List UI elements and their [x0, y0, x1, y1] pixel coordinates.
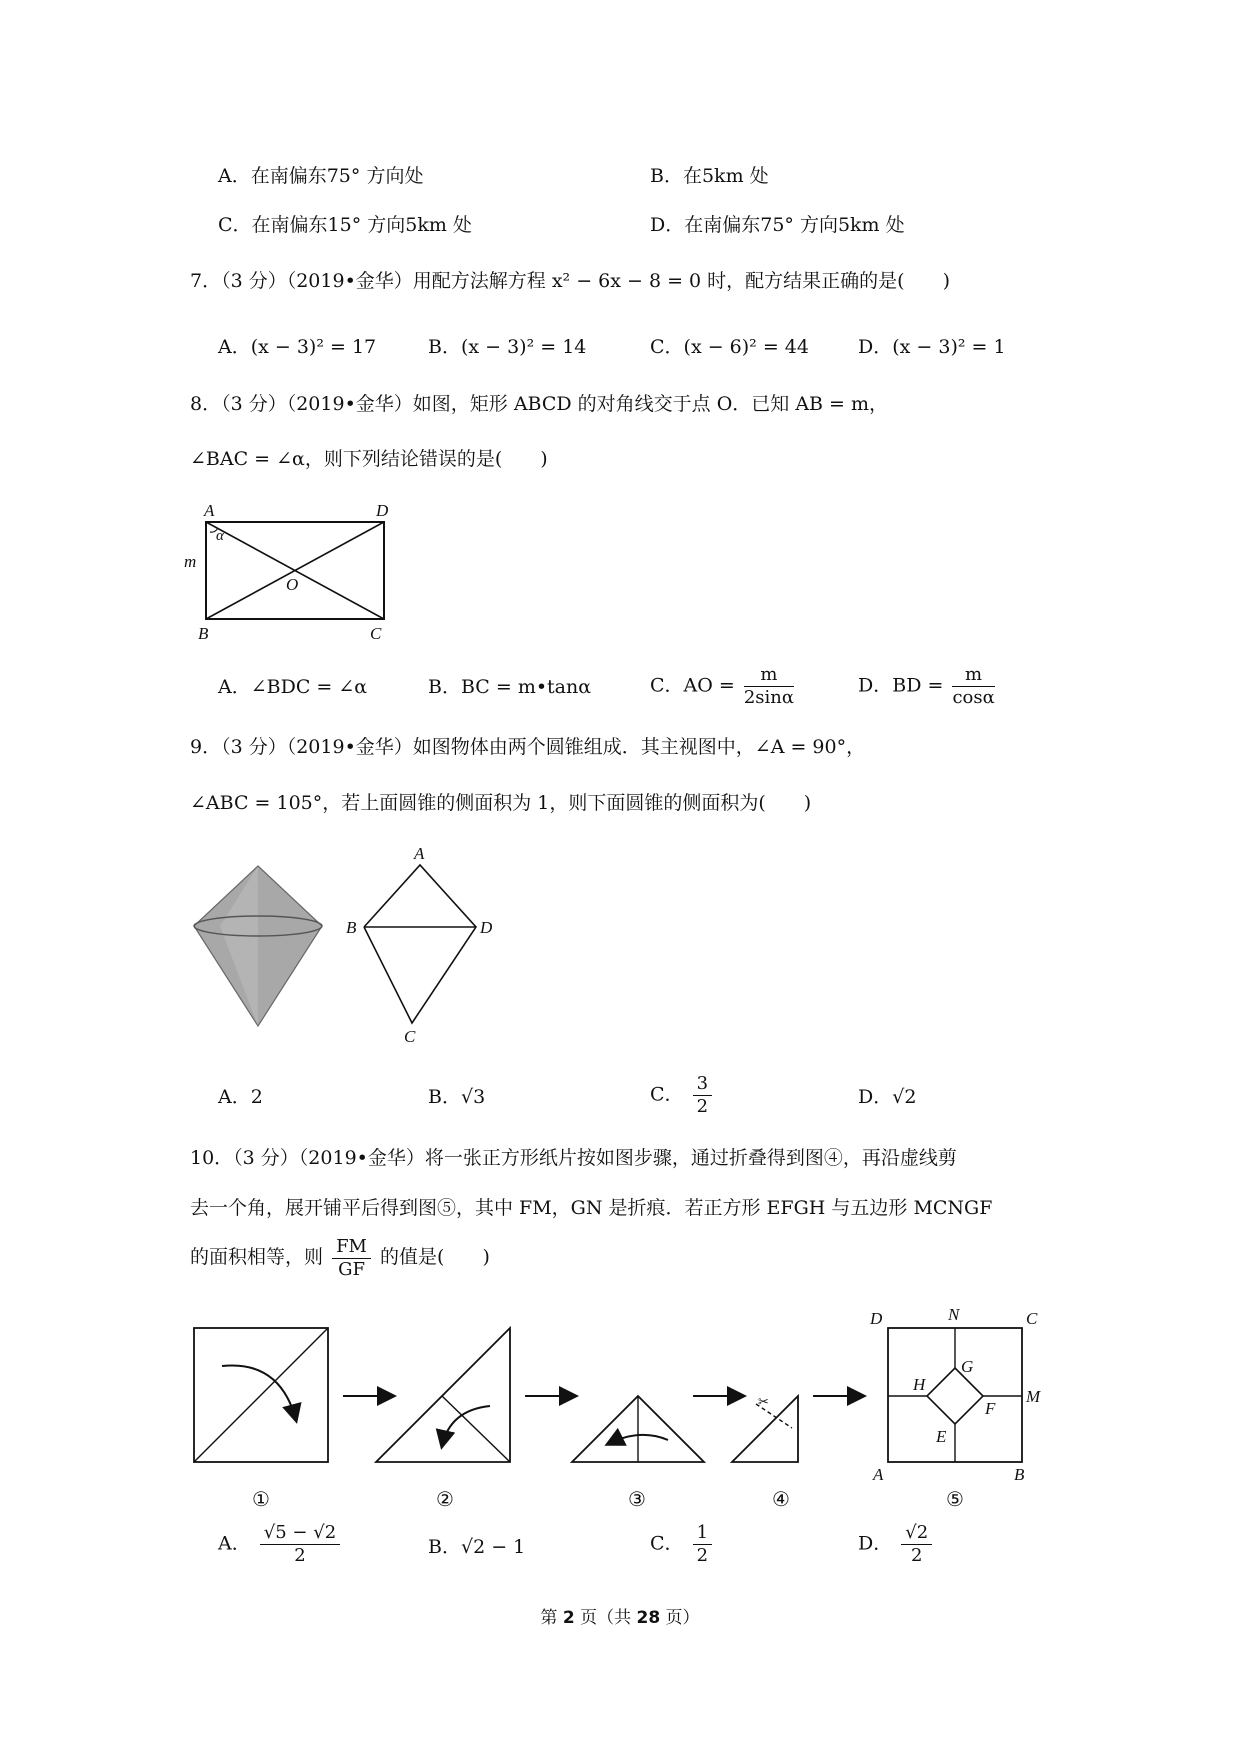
- q9-label-b: B: [346, 918, 357, 937]
- q9-front-view-figure: [340, 845, 510, 1045]
- q8-label-b: B: [198, 624, 209, 643]
- q10-option-c-denominator: 2: [696, 1545, 709, 1566]
- q8-label-m: m: [184, 552, 197, 571]
- q8-option-c-fraction: [744, 664, 794, 709]
- q10-step3-triangle: [572, 1396, 704, 1462]
- q9-option-a: A．2: [218, 1086, 263, 1108]
- q10-option-c-prefix: C．: [650, 1532, 684, 1555]
- q10-option-d-denominator: 2: [911, 1545, 923, 1566]
- q8-option-b: B．BC = m•tanα: [428, 676, 592, 698]
- q9-label-c: C: [404, 1027, 416, 1046]
- q8-option-c-numerator: m: [744, 664, 794, 687]
- q7-option-c: C．(x − 6)² = 44: [650, 336, 809, 358]
- q7-stem: 7．（3 分）（2019•金华）用配方法解方程 x² − 6x − 8 = 0 时，配方结果正确的是( ): [190, 270, 950, 292]
- q10-label-n: N: [948, 1305, 960, 1324]
- q9-stem-line2: ∠ABC = 105°，若上面圆锥的侧面积为 1，则下面圆锥的侧面积为( ): [190, 792, 812, 814]
- q8-label-alpha: α: [216, 528, 224, 544]
- q8-option-c-prefix: C．AO =: [650, 674, 735, 697]
- q10-stem-fraction: [332, 1236, 371, 1281]
- q10-option-a: [218, 1522, 343, 1567]
- q9-double-cone-image: [190, 862, 330, 1032]
- q10-stem-line3-suffix: 的值是( ): [380, 1246, 490, 1268]
- page-footer: [0, 1603, 1240, 1628]
- q10-step1-square: [194, 1328, 328, 1462]
- q8-label-c: C: [370, 624, 382, 643]
- q10-label-h: H: [913, 1375, 926, 1394]
- q8-option-c: [650, 664, 797, 709]
- q10-option-d: [858, 1522, 935, 1567]
- q7-option-b: B．(x − 3)² = 14: [428, 336, 587, 358]
- footer-prefix: 第: [540, 1608, 563, 1628]
- q10-label-b: B: [1014, 1465, 1025, 1484]
- q10-option-d-fraction: [901, 1522, 932, 1567]
- q9-stem-line1: 9．（3 分）（2019•金华）如图物体由两个圆锥组成．其主视图中，∠A = 90°，: [190, 736, 866, 758]
- q9-option-c-prefix: C．: [650, 1083, 684, 1106]
- q10-option-b: B．√2 − 1: [428, 1536, 526, 1558]
- q8-stem-line1: 8．（3 分）（2019•金华）如图，矩形 ABCD 的对角线交于点 O．已知 AB = m，: [190, 393, 889, 415]
- q10-stem-denominator: GF: [338, 1258, 365, 1280]
- q9-label-a: A: [414, 844, 425, 863]
- q10-label-c: C: [1026, 1309, 1038, 1328]
- q10-fig-label-4: ④: [772, 1489, 790, 1511]
- footer-suffix: 页）: [660, 1608, 700, 1628]
- q6-option-a: A．在南偏东75° 方向处: [218, 165, 424, 187]
- q6-option-d: D．在南偏东75° 方向5km 处: [650, 214, 905, 236]
- q10-fig-label-5: ⑤: [946, 1489, 964, 1511]
- q8-label-o: O: [286, 575, 299, 594]
- q8-rectangle-figure: [180, 495, 410, 650]
- q10-label-g: G: [961, 1357, 974, 1376]
- q6-option-b: B．在5km 处: [650, 165, 769, 187]
- q8-option-a: A．∠BDC = ∠α: [218, 676, 368, 698]
- footer-page-number: 2: [562, 1608, 575, 1628]
- q10-label-e: E: [936, 1427, 947, 1446]
- q7-option-a: A．(x − 3)² = 17: [218, 336, 377, 358]
- q7-option-d: D．(x − 3)² = 1: [858, 336, 1006, 358]
- q10-step4-triangle: [732, 1394, 798, 1462]
- q10-fig-label-1: ①: [252, 1489, 270, 1511]
- q8-label-d: D: [376, 501, 389, 520]
- q8-option-d-fraction: [952, 664, 994, 709]
- q10-stem-line3-prefix: 的面积相等，则: [190, 1246, 324, 1268]
- q10-option-a-denominator: 2: [294, 1545, 306, 1566]
- q8-stem-line2: ∠BAC = ∠α，则下列结论错误的是( ): [190, 448, 548, 470]
- q10-label-f: F: [985, 1399, 996, 1418]
- q8-option-c-denominator: 2sinα: [743, 687, 795, 708]
- q10-label-a: A: [873, 1465, 884, 1484]
- q10-option-c-fraction: [693, 1522, 712, 1567]
- q10-label-m: M: [1026, 1387, 1041, 1406]
- q9-option-b: B．√3: [428, 1086, 486, 1108]
- q10-stem-line1: 10．（3 分）（2019•金华）将一张正方形纸片按如图步骤，通过折叠得到图④，再沿虚线剪: [190, 1147, 957, 1169]
- q10-stem-line3: [190, 1235, 490, 1281]
- q10-option-c: [650, 1522, 715, 1567]
- q9-option-c-fraction: [693, 1073, 712, 1118]
- q8-label-a: A: [204, 501, 215, 520]
- q9-option-d: D．√2: [858, 1086, 917, 1108]
- q10-stem-line2: 去一个角，展开铺平后得到图⑤，其中 FM，GN 是折痕．若正方形 EFGH 与五边形 MCNGF: [190, 1197, 993, 1219]
- q8-option-d-denominator: cosα: [952, 687, 995, 708]
- q10-option-d-prefix: D．: [858, 1532, 893, 1555]
- q10-option-c-numerator: 1: [693, 1522, 712, 1545]
- q10-folding-steps-figure: [180, 1300, 1060, 1530]
- q10-fig-label-2: ②: [436, 1489, 454, 1511]
- footer-middle: 页（共: [574, 1608, 637, 1628]
- q10-fig-label-3: ③: [628, 1489, 646, 1511]
- q8-option-d-prefix: D．BD =: [858, 674, 944, 697]
- q10-step5-square: [869, 1305, 1041, 1484]
- q10-option-a-numerator: √5 − √2: [260, 1522, 340, 1545]
- q6-option-c: C．在南偏东15° 方向5km 处: [218, 214, 472, 236]
- q10-option-d-numerator: √2: [901, 1522, 932, 1545]
- footer-total-pages: 28: [636, 1608, 661, 1628]
- q9-option-c: [650, 1073, 715, 1118]
- q10-step2-triangle: [376, 1328, 510, 1462]
- q9-option-c-denominator: 2: [696, 1096, 709, 1117]
- q8-option-d-numerator: m: [952, 664, 994, 687]
- svg-text:✂: ✂: [758, 1394, 769, 1409]
- q10-label-d: D: [870, 1309, 883, 1328]
- q9-label-d: D: [480, 918, 493, 937]
- q10-option-a-prefix: A．: [218, 1532, 251, 1555]
- q9-option-c-numerator: 3: [693, 1073, 712, 1096]
- q8-option-d: [858, 664, 998, 709]
- q10-stem-numerator: FM: [332, 1236, 371, 1259]
- q10-option-a-fraction: [260, 1522, 340, 1567]
